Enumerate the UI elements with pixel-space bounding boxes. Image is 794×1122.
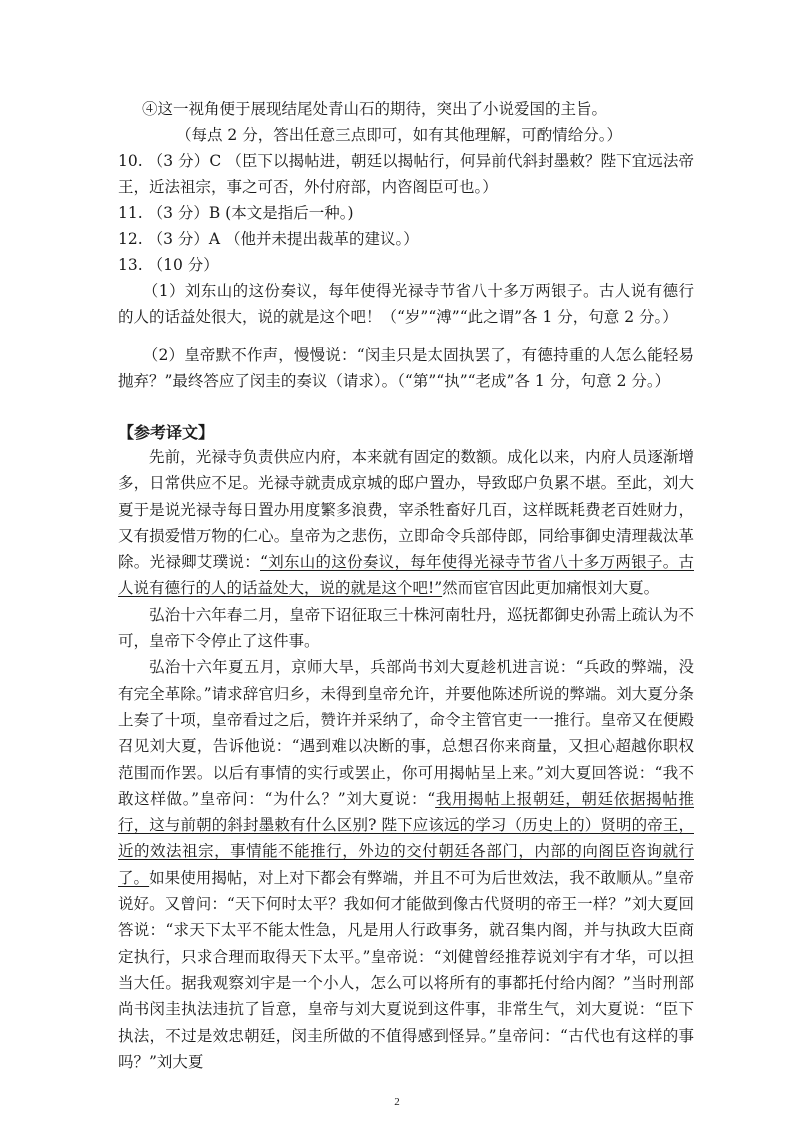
answer-12: 12. （3 分）A （他并未提出裁革的建议。） (118, 230, 419, 248)
answer-13-part-1: （1）刘东山的这份奏议，每年使得光禄寺节省八十多万两银子。古人说有德行的人的话益处很大，说的就是这个吧！（“岁”“溥”“此之谓”各 1 分，句意 2 分。） (118, 282, 694, 326)
translation-p1-text-b: 然而宦官因此更加痛恨刘大夏。 (442, 579, 660, 598)
translation-p3-text-a: 弘治十六年夏五月，京师大旱，兵部尚书刘大夏趁机进言说：“兵政的弊端，没有完全革除。”请求辞官归乡，未得到皇帝允许，并要他陈述所说的弊端。刘大夏分条上奏了十项，皇帝看过之后，赞许并采纳了，命令主管官吏一一推行。皇帝又在便殿召见刘大夏，告诉他说：“遇到难以决断的事，总想召你来商量，又担心超越你职权范围而作罢。以后有事情的实行或罢止，你可用揭帖呈上来。”刘大夏回答说：“我不敢这样做。”皇帝问：“为什么？”刘大夏说：“ (118, 658, 694, 808)
translation-paragraph-1 (118, 444, 694, 602)
answer-11: 11. （3 分）B (本文是指后一种。) (118, 204, 354, 222)
translation-p3-text-b: 如果使用揭帖，对上对下都会有弊端，并且不可为后世效法，我不敢顺从。”皇帝说好。又曾问：“天下何时太平？我如何才能做到像古代贤明的帝王一样？”刘大夏回答说：“求天下太平不能太性急，凡是用人行政事务，就召集内阁，并与执政大臣商定执行，只求合理而取得天下太平。”皇帝说：“刘健曾经推荐说刘宇有才华，可以担当大任。据我观察刘宇是一个小人，怎么可以将所有的事都托付给内阁？”当时刑部尚书闵圭执法违抗了旨意，皇帝与刘大夏说到这件事，非常生气，刘大夏说：“臣下执法，不过是效忠朝廷，闵圭所做的不值得感到怪异。”皇帝问：“古代也有这样的事吗？”刘大夏 (118, 868, 694, 1071)
answer-point-4: ④这一视角便于展现结尾处青山石的期待，突出了小说爱国的主旨。 (142, 100, 608, 118)
translation-paragraph-2: 弘治十六年春二月，皇帝下诏征取三十株河南牡丹，巡抚都御史孙需上疏认为不可，皇帝下令停止了这件事。 (118, 605, 694, 651)
translation-p1-underlined: “刘东山的这份奏议，每年使得光禄寺节省八十多万两银子。古人说有德行的人的话益处大，说的就是这个吧!” (118, 553, 694, 598)
answer-10: 10. （3 分）C （臣下以揭帖进，朝廷以揭帖行，何异前代斜封墨敕？陛下宜远法帝王，近法祖宗，事之可否，外付府部，内咨阁臣可也。） (118, 152, 694, 196)
translation-body (118, 444, 694, 1075)
translation-p3-underlined: 我用揭帖上报朝廷，朝廷依据揭帖推行，这与前朝的斜封墨敕有什么区别? 陛下应该远的学习（历史上的）贤明的帝王，近的效法祖宗，事情能不能推行，外边的交付朝廷各部门，内部的向阁臣咨询就行了。 (118, 789, 694, 887)
answer-13-part-2: （2）皇帝默不作声，慢慢说：“闵圭只是太固执罢了，有德持重的人怎么能轻易抛弃？”最终答应了闵圭的奏议（请求）。（“第”“执”“老成”各 1 分，句意 2 分。） (118, 346, 694, 390)
page-number: 2 (394, 1096, 400, 1108)
answer-13: 13. （10 分） (118, 256, 219, 274)
translation-paragraph-3 (118, 654, 694, 1075)
translation-p1-text-a: 先前，光禄寺负责供应内府，本来就有固定的数额。成化以来，内府人员逐渐增多，日常供应不足。光禄寺就责成京城的邸户置办，导致邸户负累不堪。至此，刘大夏于是说光禄寺每日置办用度繁多浪费，宰杀牲畜好几百，这样既耗费老百姓财力，又有损爱惜万物的仁心。皇帝为之悲伤，立即命令兵部侍郎，同给事御史清理裁汰革除。光禄卿艾璞说： (118, 448, 694, 572)
reference-translation-heading: 【参考译文】 (118, 423, 215, 442)
scoring-note: （每点 2 分，答出任意三点即可，如有其他理解，可酌情给分。） (176, 126, 622, 144)
